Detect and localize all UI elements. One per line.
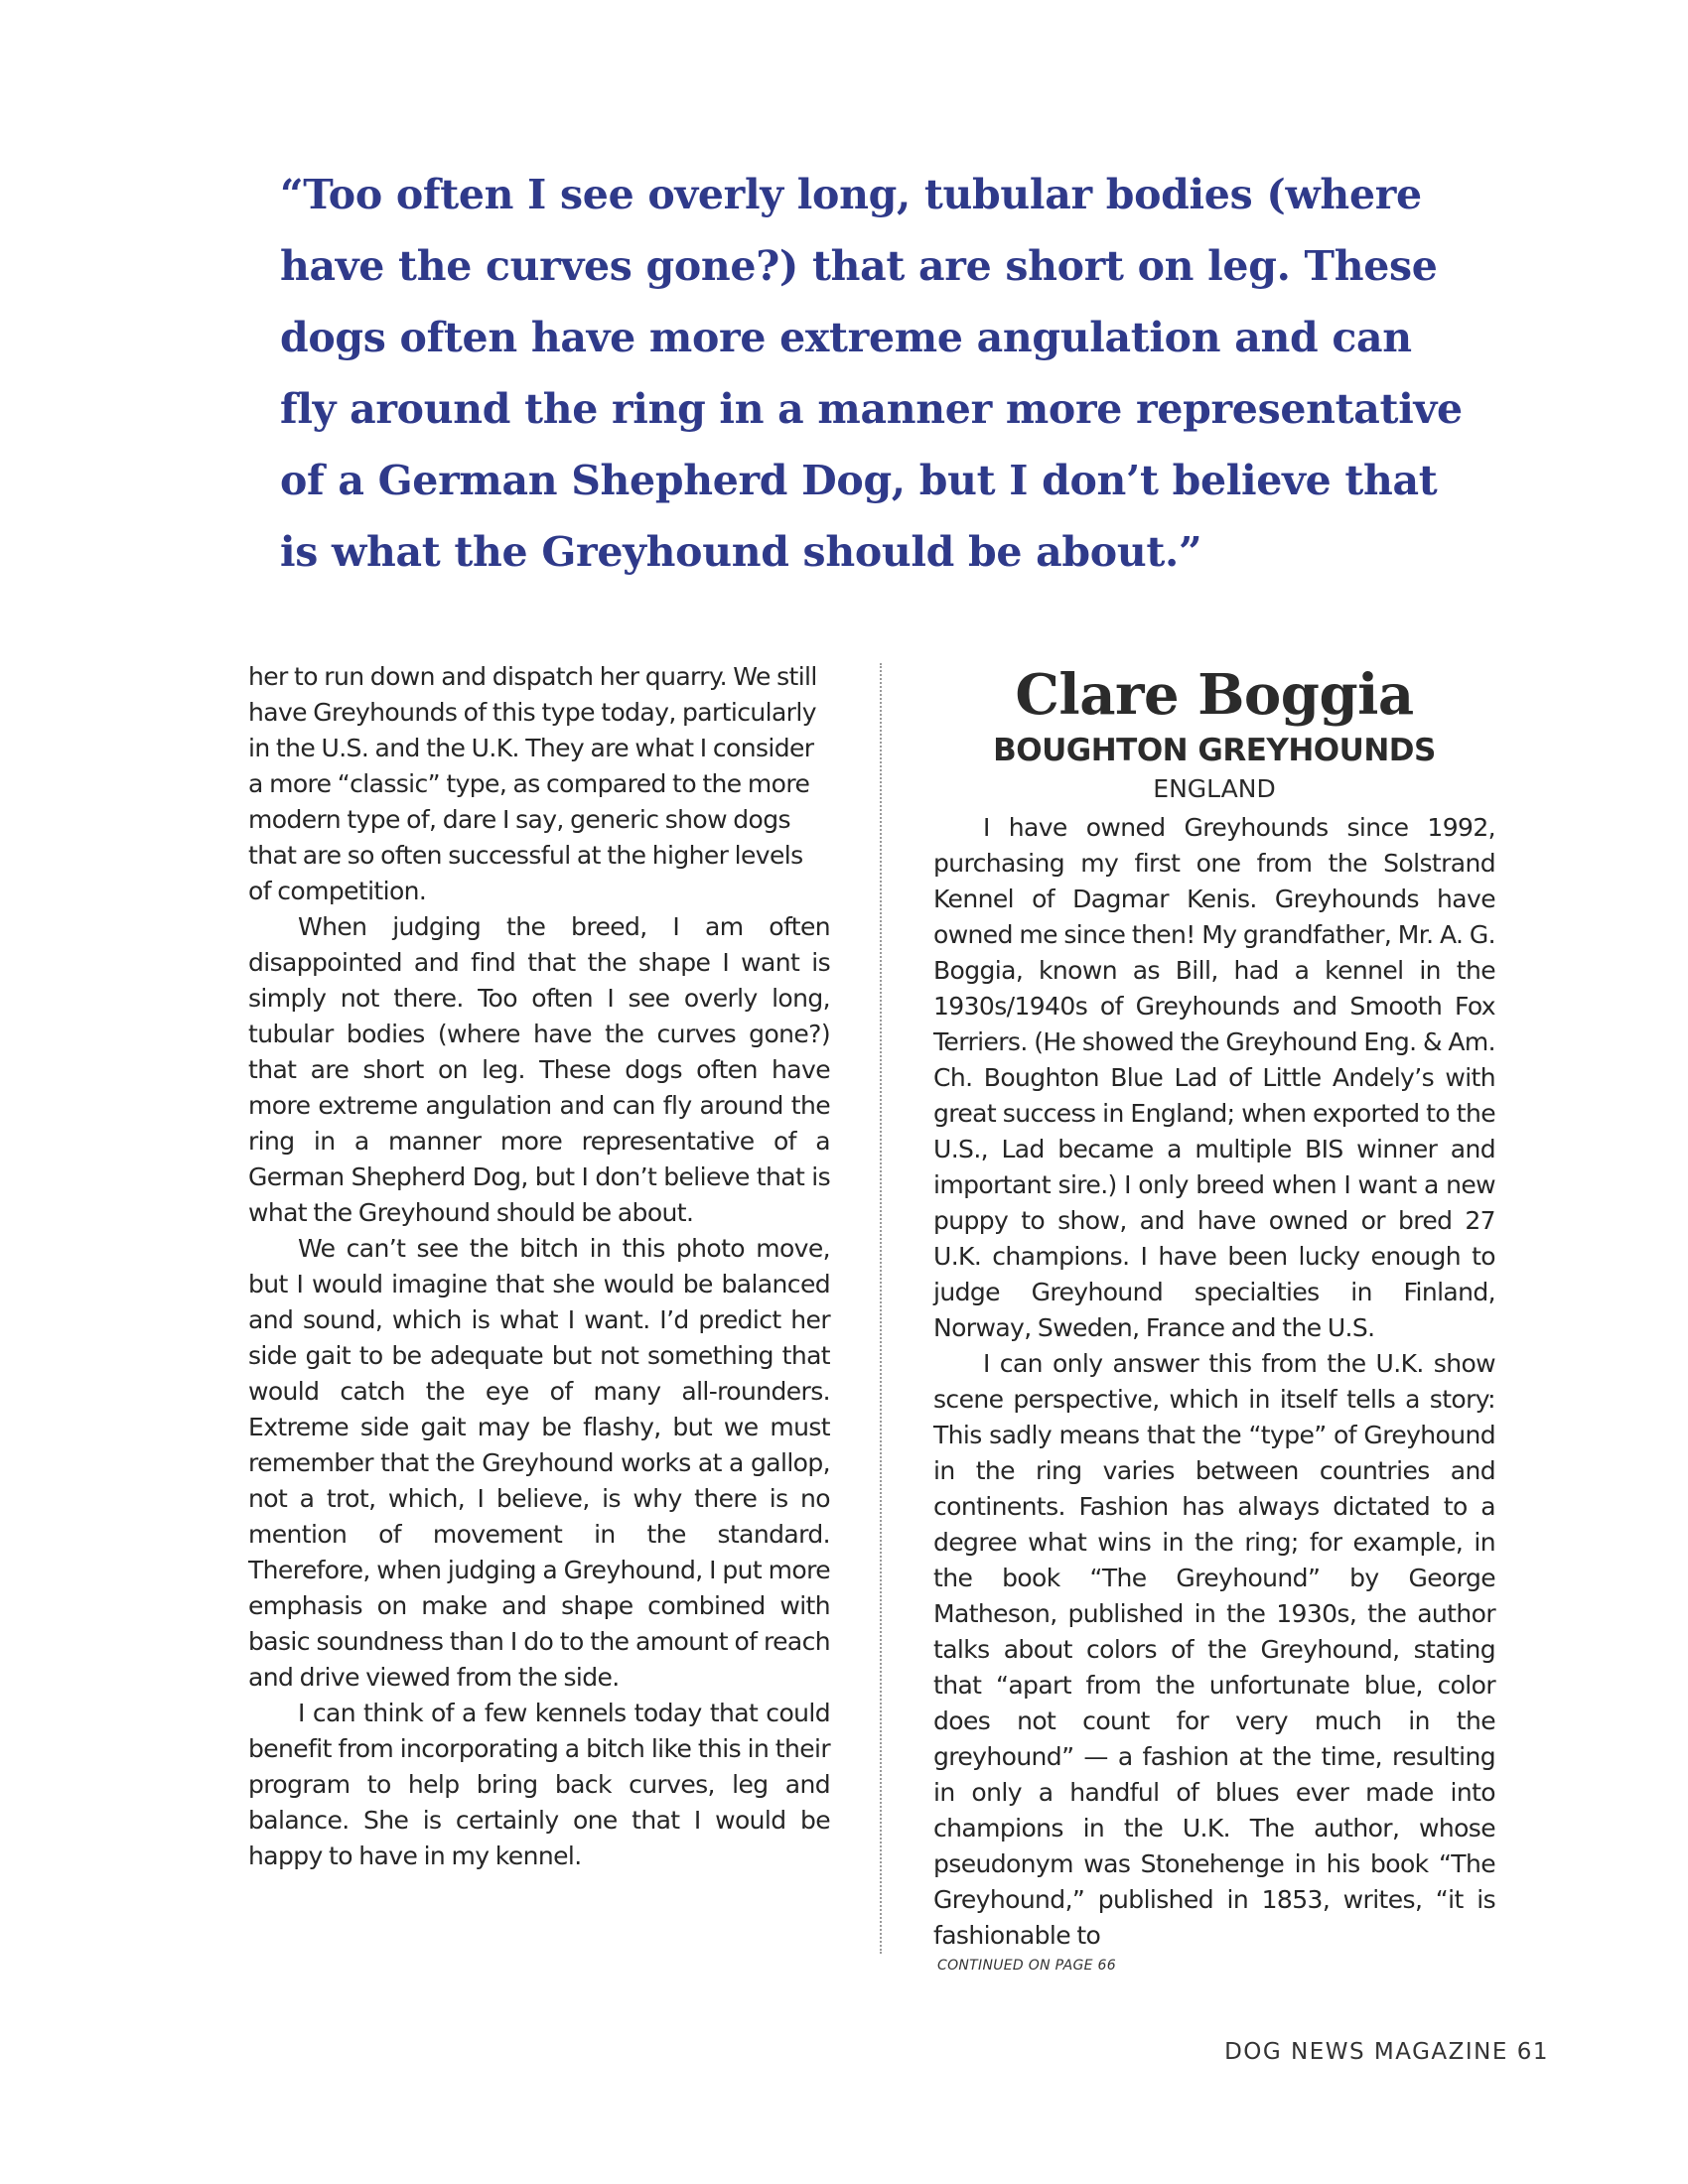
article-paragraph: her to run down and dispatch her quarry. We still have Greyhounds of this type today, particularly in the U.S. and the U.K. They are what I consider a more “classic” type, as compared to the more modern type of, dare I say, generic show dogs that are so often successful at the higher levels of competition. bbox=[248, 662, 817, 905]
right-article-column bbox=[933, 659, 1495, 1976]
pull-quote: “Too often I see overly long, tubular bodies (where have the curves gone?) that are short on leg. These dogs often have more extreme angulation and can fly around the ring in a manner more representative of a German Shepherd Dog, but I don’t believe that is what the Greyhound should be about.” bbox=[280, 171, 1463, 576]
article-paragraph: I can think of a few kennels today that could benefit from incorporating a bitch like this in their program to help bring back curves, leg and balance. She is certainly one that I would be happy to have in my kennel. bbox=[248, 1699, 830, 1870]
article-paragraph: I have owned Greyhounds since 1992, purchasing my first one from the Solstrand Kennel of Dagmar Kenis. Greyhounds have owned me since then! My grandfather, Mr. A. G. Boggia, known as Bill, had a kennel in the 1930s/1940s of Greyhounds and Smooth Fox Terriers. (He showed the Greyhound Eng. & Am. Ch. Boughton Blue Lad of Little Andely’s with great success in England; when exported to the U.S., Lad became a multiple BIS winner and important sire.) I only breed when I want a new puppy to show, and have owned or bred 27 U.K. champions. I have been lucky enough to judge Greyhound specialties in Finland, Norway, Sweden, France and the U.S. bbox=[933, 813, 1495, 1342]
page-folio: DOG NEWS MAGAZINE 61 bbox=[1224, 2039, 1549, 2065]
continued-on-note: CONTINUED ON PAGE 66 bbox=[937, 1958, 1116, 1974]
author-byline bbox=[933, 659, 1495, 806]
kennel-name: BOUGHTON GREYHOUNDS bbox=[993, 733, 1436, 768]
left-article-column bbox=[248, 659, 830, 1874]
author-country: ENGLAND bbox=[1153, 774, 1276, 803]
article-paragraph: When judging the breed, I am often disappointed and find that the shape I want is simply not there. Too often I see overly long, tubular bodies (where have the curves gone?) that are short on leg. These dogs often have more extreme angulation and can fly around the ring in a manner more representative of a German Shepherd Dog, but I don’t believe that is what the Greyhound should be about. bbox=[248, 912, 830, 1227]
column-divider bbox=[880, 663, 882, 1954]
article-paragraph: We can’t see the bitch in this photo move, but I would imagine that she would be balanced and sound, which is what I want. I’d predict her side gait to be adequate but not something that would catch the eye of many all-rounders. Extreme side gait may be flashy, but we must remember that the Greyhound works at a gallop, not a trot, which, I believe, is why there is no mention of movement in the standard. Therefore, when judging a Greyhound, I put more emphasis on make and shape combined with basic soundness than I do to the amount of reach and drive viewed from the side. bbox=[248, 1234, 830, 1692]
article-paragraph: I can only answer this from the U.K. show scene perspective, which in itself tells a story: This sadly means that the “type” of Greyhound in the ring varies between countries and continents. Fashion has always dictated to a degree what wins in the ring; for example, in the book “The Greyhound” by George Matheson, published in the 1930s, the author talks about colors of the Greyhound, stating that “apart from the unfortunate blue, color does not count for very much in the greyhound” — a fashion at the time, resulting in only a handful of blues ever made into champions in the U.K. The author, whose pseudonym was Stonehenge in his book “The Greyhound,” published in 1853, writes, “it is fashionable to bbox=[933, 1349, 1495, 1950]
author-name: Clare Boggia bbox=[1015, 662, 1414, 728]
